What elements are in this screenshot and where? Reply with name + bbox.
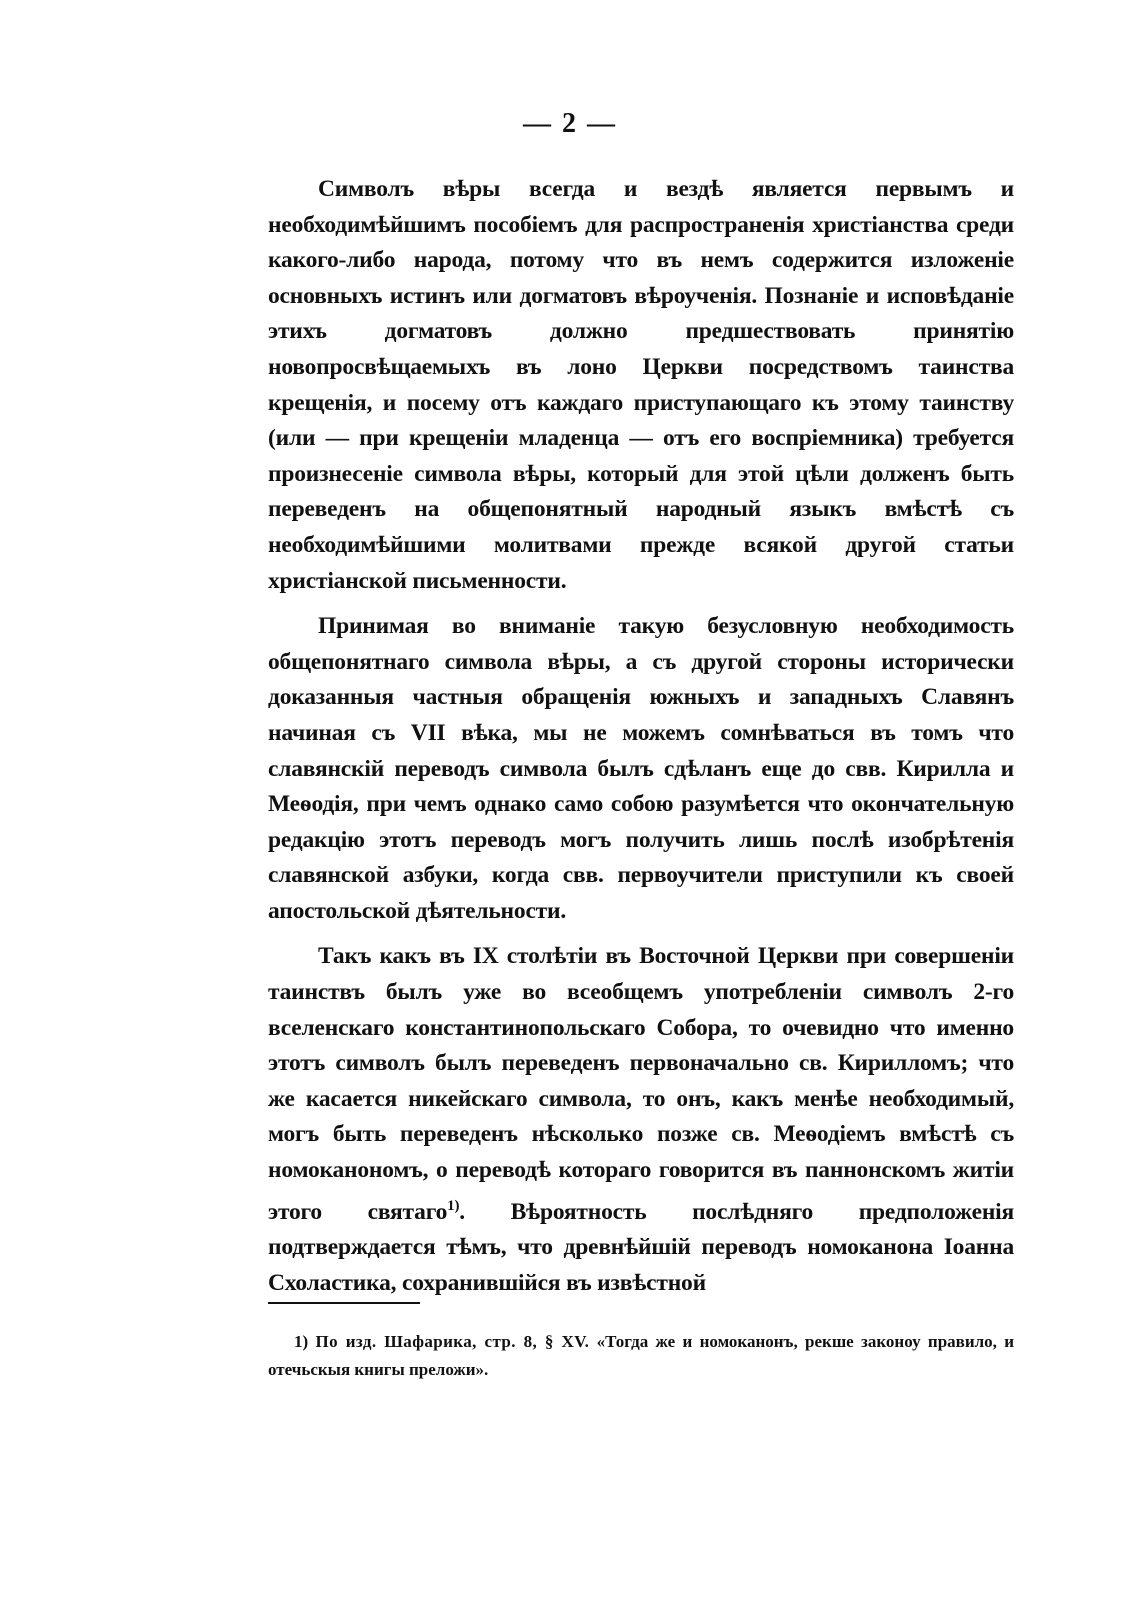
footnote-divider: [268, 1302, 420, 1304]
footnote: [268, 1328, 1014, 1384]
body-text: [268, 172, 1014, 1311]
page-number: — 2 —: [523, 108, 617, 139]
footnote-source: По изд. Шафарика, стр. 8, § XV.: [315, 1332, 590, 1351]
paragraph-3: [268, 939, 1014, 1301]
paragraph-1: Символъ вѣры всегда и вездѣ является первымъ и необходимѣйшимъ пособіемъ для распространенія христіанства среди какого-либо народа, потому что въ немъ содержится изложеніе основныхъ истинъ или догматовъ вѣроученія. Познаніе и исповѣданіе этихъ догматовъ должно предшествовать принятію новопросвѣщаемыхъ въ лоно Церкви посредствомъ таинства крещенія, и посему отъ каждаго приступающаго къ этому таинству (или — при крещеніи младенца — отъ его воспріемника) требуется произнесеніе символа вѣры, который для этой цѣли долженъ быть переведенъ на общепонятный народный языкъ вмѣстѣ съ необходимѣйшими молитвами прежде всякой другой статьи христіанской письменности.: [268, 176, 1014, 594]
paragraph-3-text: Такъ какъ въ IX столѣтіи въ Восточной Церкви при совершеніи таинствъ былъ уже во всеобщемъ употребленіи символъ 2-го вселенскаго константинопольскаго Собора, то очевидно что именно этотъ символъ былъ переведенъ первоначально св. Кирилломъ; что же касается никейскаго символа, то онъ, какъ менѣе необходимый, могъ быть переведенъ нѣсколько позже св. Меѳодіемъ вмѣстѣ съ номоканономъ, о переводѣ котораго говорится въ паннонскомъ житіи этого святаго: [268, 943, 1014, 1225]
footnote-reference[interactable]: 1): [447, 1197, 460, 1214]
paragraph-3-continuation: . Вѣроятность послѣдняго предположенія подтверждается тѣмъ, что древнѣйшій переводъ номоканона Іоанна Схоластика, сохранившійся въ извѣстной: [268, 1198, 1014, 1296]
footnote-quote: «Тогда же и номоканонъ, рекше законоу правило, и отечьскыя книгы преложи».: [268, 1332, 1015, 1379]
footnote-marker: 1): [294, 1332, 309, 1351]
paragraph-2: Принимая во вниманіе такую безусловную необходимость общепонятнаго символа вѣры, а съ другой стороны исторически доказанныя частныя обращенія южныхъ и западныхъ Славянъ начиная съ VII вѣка, мы не можемъ сомнѣваться въ томъ что славянскій переводъ символа былъ сдѣланъ еще до свв. Кирилла и Меѳодія, при чемъ однако само собою разумѣется что окончательную редакцію этотъ переводъ могъ получить лишь послѣ изобрѣтенія славянской азбуки, когда свв. первоучители приступили къ своей апостольской дѣятельности.: [268, 613, 1014, 924]
